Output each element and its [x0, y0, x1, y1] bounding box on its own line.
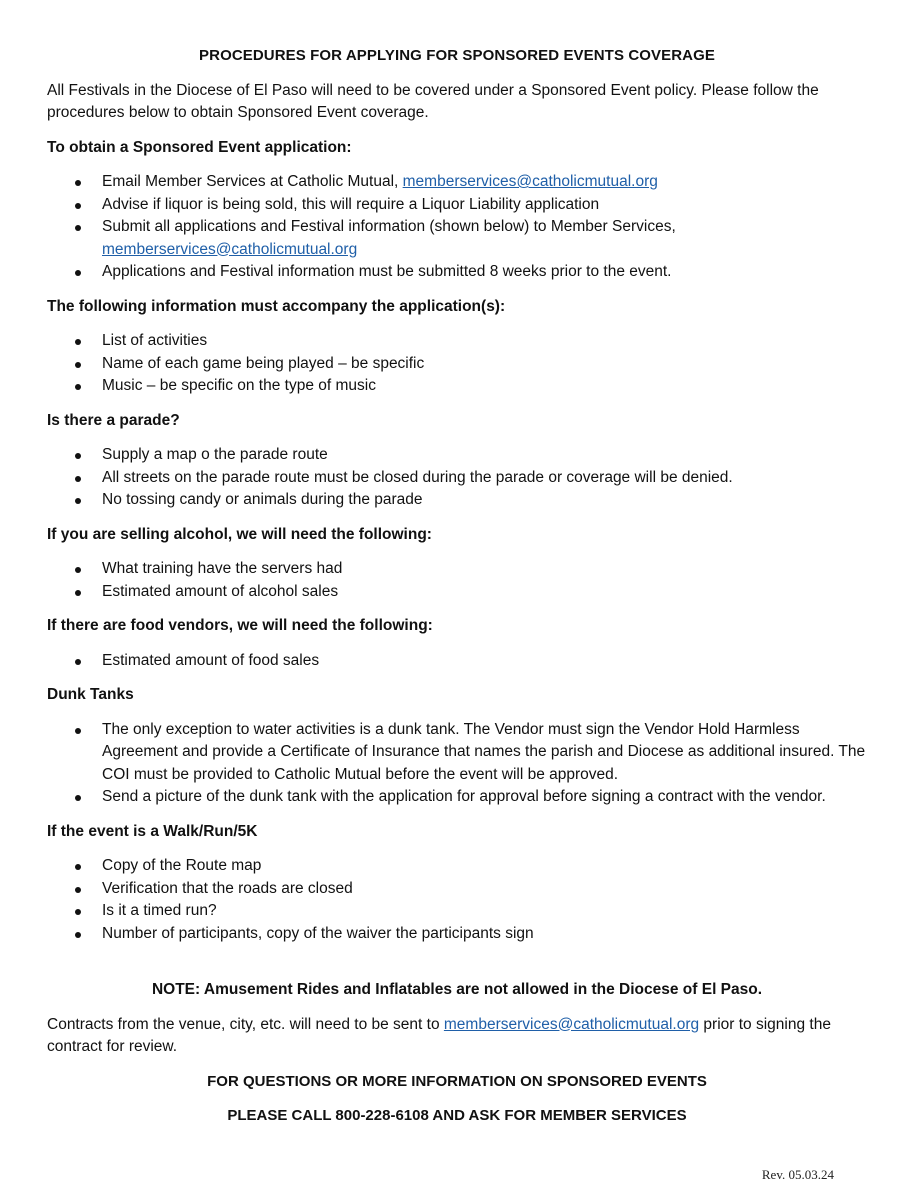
list-item — [47, 581, 867, 604]
list-item-text: Submit all applications and Festival information (shown below) to Member Services, — [102, 218, 676, 235]
list-item-text: Estimated amount of alcohol sales — [102, 582, 339, 600]
document-body — [47, 45, 867, 1140]
bullet-icon — [75, 909, 81, 915]
list-item-text: Email Member Services at Catholic Mutual, — [102, 173, 403, 190]
required-info-heading: The following information must accompany the application(s): — [47, 297, 506, 315]
list-item-text: Name of each game being played – be specific — [102, 354, 425, 372]
alcohol-heading: If you are selling alcohol, we will need the following: — [47, 525, 432, 543]
list-item-text: Estimated amount of food sales — [102, 651, 320, 669]
obtain-application-list — [47, 171, 867, 284]
bullet-icon — [75, 225, 81, 231]
bullet-icon — [75, 384, 81, 390]
walk-run-list — [47, 855, 867, 945]
bullet-icon — [75, 180, 81, 186]
list-item-text: Copy of the Route map — [102, 857, 262, 874]
bullet-icon — [75, 567, 81, 573]
amusement-note: NOTE: Amusement Rides and Inflatables are not allowed in the Diocese of El Paso. — [151, 981, 763, 998]
intro-paragraph: All Festivals in the Diocese of El Paso will need to be covered under a Sponsored Event policy. Please follow the procedures below to obtain Sponsored Event coverage. — [47, 81, 819, 121]
contracts-text-after: prior to signing the contract for review. — [47, 1015, 831, 1055]
parade-heading: Is there a parade? — [47, 411, 180, 429]
list-item-text: Verification that the roads are closed — [102, 879, 353, 897]
email-link[interactable]: memberservices@catholicmutual.org — [102, 240, 358, 258]
list-item-text: Applications and Festival information must be submitted 8 weeks prior to the event. — [102, 263, 672, 280]
list-item — [47, 194, 867, 217]
list-item-text: Supply a map o the parade route — [102, 446, 328, 463]
list-item — [47, 719, 867, 787]
list-item — [47, 650, 867, 673]
list-item — [47, 923, 867, 946]
dunk-tanks-heading: Dunk Tanks — [47, 686, 134, 703]
bullet-icon — [75, 339, 81, 345]
list-item-text: All streets on the parade route must be closed during the parade or coverage will be denied. — [102, 468, 733, 486]
list-item-text: What training have the servers had — [102, 560, 343, 577]
dunk-tanks-list — [47, 719, 867, 809]
bullet-icon — [75, 728, 81, 734]
bullet-icon — [75, 476, 81, 482]
list-item — [47, 878, 867, 901]
bullet-icon — [75, 203, 81, 209]
list-item — [47, 353, 867, 376]
alcohol-list — [47, 558, 867, 603]
list-item — [47, 216, 867, 261]
bullet-icon — [75, 887, 81, 893]
list-item — [47, 786, 867, 809]
list-item-text: No tossing candy or animals during the parade — [102, 491, 423, 508]
email-link[interactable]: memberservices@catholicmutual.org — [402, 173, 658, 190]
list-item — [47, 855, 867, 878]
list-item-text: Is it a timed run? — [102, 902, 217, 919]
walk-run-heading: If the event is a Walk/Run/5K — [47, 822, 258, 840]
parade-list — [47, 444, 867, 512]
bullet-icon — [75, 590, 81, 596]
footer-questions-line: FOR QUESTIONS OR MORE INFORMATION ON SPONSORED EVENTS — [207, 1072, 707, 1090]
contracts-text-before: Contracts from the venue, city, etc. will need to be sent to — [47, 1015, 444, 1033]
list-item — [47, 900, 867, 923]
bullet-icon — [75, 932, 81, 938]
list-item — [47, 261, 867, 284]
bullet-icon — [75, 498, 81, 504]
list-item — [47, 467, 867, 490]
list-item — [47, 444, 867, 467]
list-item-text: Number of participants, copy of the waiver the participants sign — [102, 924, 534, 942]
obtain-application-heading: To obtain a Sponsored Event application: — [47, 138, 352, 156]
bullet-icon — [75, 659, 81, 665]
food-vendors-list — [47, 650, 867, 673]
list-item-text: Advise if liquor is being sold, this will require a Liquor Liability application — [102, 195, 600, 213]
list-item — [47, 558, 867, 581]
list-item — [47, 330, 867, 353]
list-item-text: List of activities — [102, 332, 208, 349]
bullet-icon — [75, 795, 81, 801]
revision-label: Rev. 05.03.24 — [761, 1167, 834, 1182]
list-item-text: Send a picture of the dunk tank with the application for approval before signing a contract with the vendor. — [102, 788, 826, 805]
bullet-icon — [75, 362, 81, 368]
list-item-text: The only exception to water activities is a dunk tank. The Vendor must sign the Vendor Hold Harmless Agreement and provide a Certificate of Insurance that names the parish and Diocese as additional insured. The COI must be provided to Catholic Mutual before the event will be approved. — [102, 720, 866, 783]
bullet-icon — [75, 864, 81, 870]
contracts-paragraph — [47, 1014, 867, 1059]
food-vendors-heading: If there are food vendors, we will need the following: — [47, 617, 433, 634]
bullet-icon — [75, 453, 81, 459]
bullet-icon — [75, 270, 81, 276]
document-title: PROCEDURES FOR APPLYING FOR SPONSORED EVENTS COVERAGE — [199, 47, 715, 64]
list-item — [47, 171, 867, 194]
footer-phone-line: PLEASE CALL 800-228-6108 AND ASK FOR MEMBER SERVICES — [227, 1107, 687, 1124]
list-item-text: Music – be specific on the type of music — [102, 377, 376, 394]
email-link[interactable]: memberservices@catholicmutual.org — [443, 1015, 700, 1033]
list-item — [47, 489, 867, 512]
list-item — [47, 375, 867, 398]
required-info-list — [47, 330, 867, 398]
